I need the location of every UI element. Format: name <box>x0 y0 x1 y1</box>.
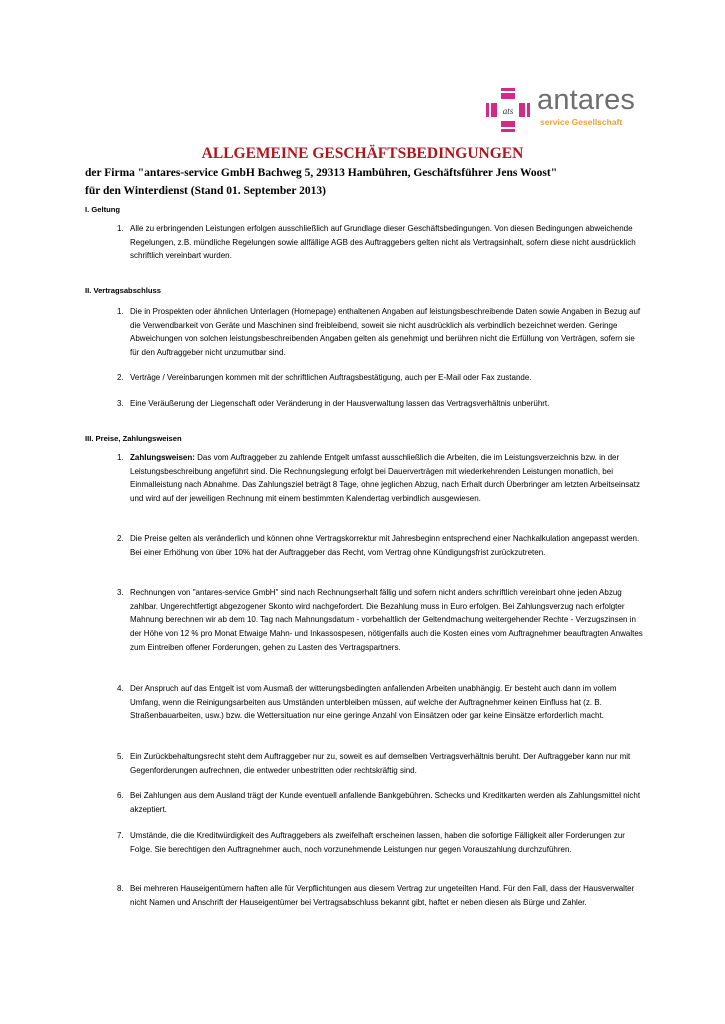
clause-text: Eine Veräußerung der Liegenschaft oder Veränderung in der Hausverwaltung lassen das Vertragsverhältnis unberührt. <box>130 399 550 408</box>
logo-mark-letters: ats <box>502 106 514 116</box>
company-line: der Firma "antares-service GmbH Bachweg 5, 29313 Hambühren, Geschäftsführer Jens Woost" <box>85 167 558 179</box>
logo-tagline: service Gesellschaft <box>540 117 623 127</box>
company-logo <box>486 84 636 132</box>
clause-item <box>117 222 644 263</box>
section-heading-preise: III. Preise, Zahlungsweisen <box>85 434 182 443</box>
clause-item <box>117 305 644 360</box>
clause-text: Bei mehreren Hauseigentümern haften alle für Verpflichtungen aus diesem Vertrag zur ungeteilten Hand. Für den Fall, dass der Hausverwalter nicht Namen und Anschrift der Hauseigentümer bei Vertragsabschluss bekannt gibt, haftet er neben diesen als Bürge und Zahler. <box>130 884 635 907</box>
section-heading-geltung: I. Geltung <box>85 205 121 214</box>
clause-item <box>117 451 644 506</box>
clause-item <box>117 682 644 723</box>
validity-line: für den Winterdienst (Stand 01. September 2013) <box>85 185 326 197</box>
clause-number: 3. <box>117 399 124 408</box>
clause-lead: Zahlungsweisen: <box>130 453 195 462</box>
clause-text: Alle zu erbringenden Leistungen erfolgen ausschließlich auf Grundlage dieser Geschäftsbedingungen. Von diesen Bedingungen abweichende Regelungen, z.B. mündliche Regelungen sowie allfällige AGB des Auftraggebers gelten nicht als Vertragsinhalt, sofern diese nicht ausdrücklich schriftlich vereinbart wurden. <box>130 224 636 261</box>
clause-item <box>117 586 644 655</box>
clause-text: Das vom Auftraggeber zu zahlende Entgelt umfasst ausschließlich die Arbeiten, die im Leistungsverzeichnis bzw. in der Leistungsbeschreibung angeführt sind. Die Rechnungslegung erfolgt bei Dauerverträgen mit wiederkehrenden Leistungen monatlich, bei Einmalleistung nach Abnahme. Das Zahlungsziel beträgt 8 Tage, ohne jeglichen Abzug, nach Erhalt durch Überbringer am letzten Arbeitseinsatz und wird auf der jeweiligen Rechnung mit einem bestimmten Kalendertag verbindlich ausgewiesen. <box>130 453 640 504</box>
clause-number: 3. <box>117 588 124 597</box>
document-title: ALLGEMEINE GESCHÄFTSBEDINGUNGEN <box>201 145 524 162</box>
clause-item <box>117 882 644 909</box>
clause-number: 1. <box>117 224 124 233</box>
section-heading-vertragsabschluss: II. Vertragsabschluss <box>85 286 161 295</box>
clause-item <box>117 789 644 816</box>
clause-number: 7. <box>117 831 124 840</box>
clause-item <box>117 371 644 385</box>
logo-cross-icon <box>486 88 530 132</box>
clause-item <box>117 829 644 856</box>
clause-number: 2. <box>117 534 124 543</box>
clause-number: 2. <box>117 373 124 382</box>
logo-wordmark: antares <box>537 84 636 116</box>
clause-item <box>117 397 644 411</box>
clause-number: 6. <box>117 791 124 800</box>
clause-number: 5. <box>117 752 124 761</box>
clause-item <box>117 750 644 777</box>
clause-item <box>117 532 644 559</box>
clause-text: Der Anspruch auf das Entgelt ist vom Ausmaß der witterungsbedingten anfallenden Arbeiten unabhängig. Er besteht auch dann im vollem Umfang, wenn die Reinigungsarbeiten aus Umständen unterbleiben müssen, auf welche der Auftragnehmer keinen Einfluss hat (z. B. Straßenbauarbeiten, usw.) bzw. die Wettersituation nur eine geringe Anzahl von Einsätzen oder gar keine Einsätze erforderlich macht. <box>130 684 617 721</box>
clause-text: Bei Zahlungen aus dem Ausland trägt der Kunde eventuell anfallende Bankgebühren. Schecks und Kreditkarten werden als Zahlungsmittel nicht akzeptiert. <box>130 791 641 814</box>
clause-text: Verträge / Vereinbarungen kommen mit der schriftlichen Auftragsbestätigung, auch per E-Mail oder Fax zustande. <box>130 373 532 382</box>
clause-text: Ein Zurückbehaltungsrecht steht dem Auftraggeber nur zu, soweit es auf demselben Vertragsverhältnis beruht. Der Auftraggeber kann nur mit Gegenforderungen aufrechnen, die entweder unbestritten oder rechtskräftig sind. <box>130 752 631 775</box>
clause-number: 8. <box>117 884 124 893</box>
clause-text: Umstände, die die Kreditwürdigkeit des Auftraggebers als zweifelhaft erscheinen lassen, haben die sofortige Fälligkeit aller Forderungen zur Folge. Sie berechtigen den Auftragnehmer auch, noch vorzunehmende Leistungen nur gegen Vorauszahlung durchzuführen. <box>130 831 625 854</box>
clause-number: 4. <box>117 684 124 693</box>
clause-text: Die Preise gelten als veränderlich und können ohne Vertragskorrektur mit Jahresbeginn entsprechend einer Nachkalkulation angepasst werden. Bei einer Erhöhung von über 10% hat der Auftraggeber das Recht, vom Vertrag ohne Kündigungsfrist zurückzutreten. <box>130 534 640 557</box>
clause-text: Die in Prospekten oder ähnlichen Unterlagen (Homepage) enthaltenen Angaben auf leistungsbeschreibende Daten sowie Angaben in Bezug auf die Verwendbarkeit von Geräte und Maschinen sind freibleibend, soweit sie nicht ausdrücklich als verbindlich bezeichnet werden. Geringe Abweichungen von solchen leistungsbeschreibenden Angaben gelten als genehmigt und berühren nicht die Erfüllung von Verträgen, sofern sie für den Auftraggeber nicht unzumutbar sind. <box>130 307 641 358</box>
clause-text: Rechnungen von "antares-service GmbH" sind nach Rechnungserhalt fällig und sofern nicht anders schriftlich vereinbart ohne jeden Abzug zahlbar. Ungerechtfertigt abgezogener Skonto wird nachgefordert. Die Bezahlung muss in Euro erfolgen. Bei Zahlungsverzug nach erfolgter Mahnung berechnen wir ab dem 10. Tag nach Mahnungsdatum - vorbehaltlich der Geltendmachung weitergehender Rechte - Verzugszinsen in der Höhe von 12 % pro Monat Etwaige Mahn- und Inkassospesen, nötigenfalls auch die Kosten eines vom Auftragnehmer beauftragten Anwaltes zum Eintreiben offener Forderungen, gehen zu Lasten des Vertragspartners. <box>130 588 643 652</box>
clause-number: 1. <box>117 453 124 462</box>
clause-number: 1. <box>117 307 124 316</box>
